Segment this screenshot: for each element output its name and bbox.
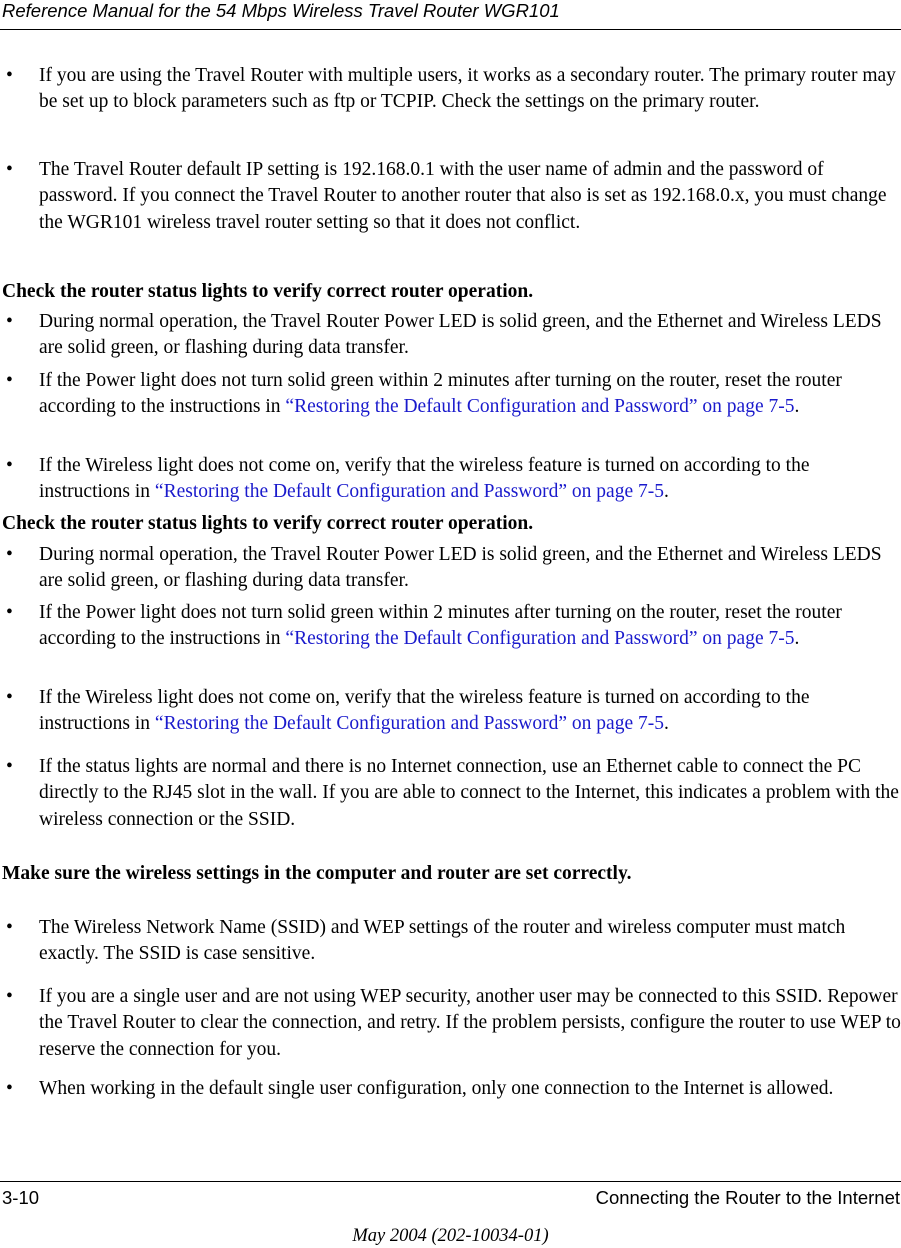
- bullet-mark: •: [6, 311, 13, 332]
- restore-defaults-link[interactable]: “Restoring the Default Configuration and Password” on page 7-5: [154, 713, 664, 735]
- bullet-text-end: .: [663, 481, 669, 503]
- bullet-text: If you are using the Travel Router with multiple users, it works as a secondary router. The primary router may be set up to block parameters such as ftp or TCPIP. Check the settings on the primary router.: [39, 65, 896, 113]
- bullet-text: [39, 600, 901, 653]
- bullet-mark: •: [6, 687, 13, 708]
- bullet-mark: •: [6, 455, 13, 476]
- footer-page-number: 3-10: [2, 1187, 40, 1208]
- bullet-text-end: .: [663, 713, 669, 735]
- running-header-title: Reference Manual for the 54 Mbps Wireless Travel Router WGR101: [2, 0, 560, 21]
- footer-chapter-title: Connecting the Router to the Internet: [595, 1187, 900, 1208]
- bullet-mark: •: [6, 756, 13, 777]
- bullet-text: The Travel Router default IP setting is 192.168.0.1 with the user name of admin and the password of password. If you connect the Travel Router to another router that also is set as 192.168.0.x, you must change the WGR101 wireless travel router setting so that it does not conflict.: [39, 159, 887, 233]
- bullet-text: During normal operation, the Travel Router Power LED is solid green, and the Ethernet and Wireless LEDS are solid green, or flashing during data transfer.: [39, 311, 882, 359]
- bullet-mark: •: [6, 544, 13, 565]
- bullet-text: When working in the default single user configuration, only one connection to the Internet is allowed.: [39, 1078, 834, 1099]
- bullet-text-end: .: [794, 628, 800, 650]
- header-divider: [0, 29, 901, 30]
- restore-defaults-link[interactable]: “Restoring the Default Configuration and Password” on page 7-5: [285, 628, 795, 650]
- bullet-text: During normal operation, the Travel Router Power LED is solid green, and the Ethernet and Wireless LEDS are solid green, or flashing during data transfer.: [39, 544, 882, 592]
- section-heading-wireless-settings: Make sure the wireless settings in the computer and router are set correctly.: [2, 863, 632, 884]
- footer-divider: [0, 1181, 901, 1182]
- bullet-text-body: If the Wireless light does not come on, verify that the wireless feature is turned on according to the instructions in: [39, 687, 810, 735]
- bullet-mark: •: [6, 602, 13, 623]
- bullet-text: [39, 453, 901, 506]
- bullet-mark: •: [6, 159, 13, 180]
- bullet-text-body: If the Power light does not turn solid green within 2 minutes after turning on the router, reset the router according to the instructions in: [39, 370, 842, 418]
- bullet-text: If you are a single user and are not using WEP security, another user may be connected to this SSID. Repower the Travel Router to clear the connection, and retry. If the problem persists, configure the router to use WEP to reserve the connection for you.: [39, 986, 901, 1060]
- restore-defaults-link[interactable]: “Restoring the Default Configuration and Password” on page 7-5: [154, 481, 664, 503]
- bullet-mark: •: [6, 917, 13, 938]
- footer-date: May 2004 (202-10034-01): [352, 1226, 549, 1246]
- bullet-text-body: If the Wireless light does not come on, verify that the wireless feature is turned on according to the instructions in: [39, 455, 810, 503]
- section-heading-status-lights-repeat: Check the router status lights to verify correct router operation.: [2, 513, 534, 534]
- bullet-text: If the status lights are normal and there is no Internet connection, use an Ethernet cable to connect the PC directly to the RJ45 slot in the wall. If you are able to connect to the Internet, this indicates a problem with the wireless connection or the SSID.: [39, 756, 899, 830]
- restore-defaults-link[interactable]: “Restoring the Default Configuration and Password” on page 7-5: [285, 396, 795, 418]
- bullet-mark: •: [6, 65, 13, 86]
- bullet-mark: •: [6, 1078, 13, 1099]
- bullet-mark: •: [6, 986, 13, 1007]
- section-heading-status-lights: Check the router status lights to verify correct router operation.: [2, 281, 534, 302]
- bullet-text: [39, 368, 901, 421]
- bullet-mark: •: [6, 370, 13, 391]
- bullet-text: [39, 685, 901, 738]
- bullet-text: The Wireless Network Name (SSID) and WEP settings of the router and wireless computer must match exactly. The SSID is case sensitive.: [39, 917, 846, 965]
- bullet-text-body: If the Power light does not turn solid green within 2 minutes after turning on the router, reset the router according to the instructions in: [39, 602, 842, 650]
- bullet-text-end: .: [794, 396, 800, 418]
